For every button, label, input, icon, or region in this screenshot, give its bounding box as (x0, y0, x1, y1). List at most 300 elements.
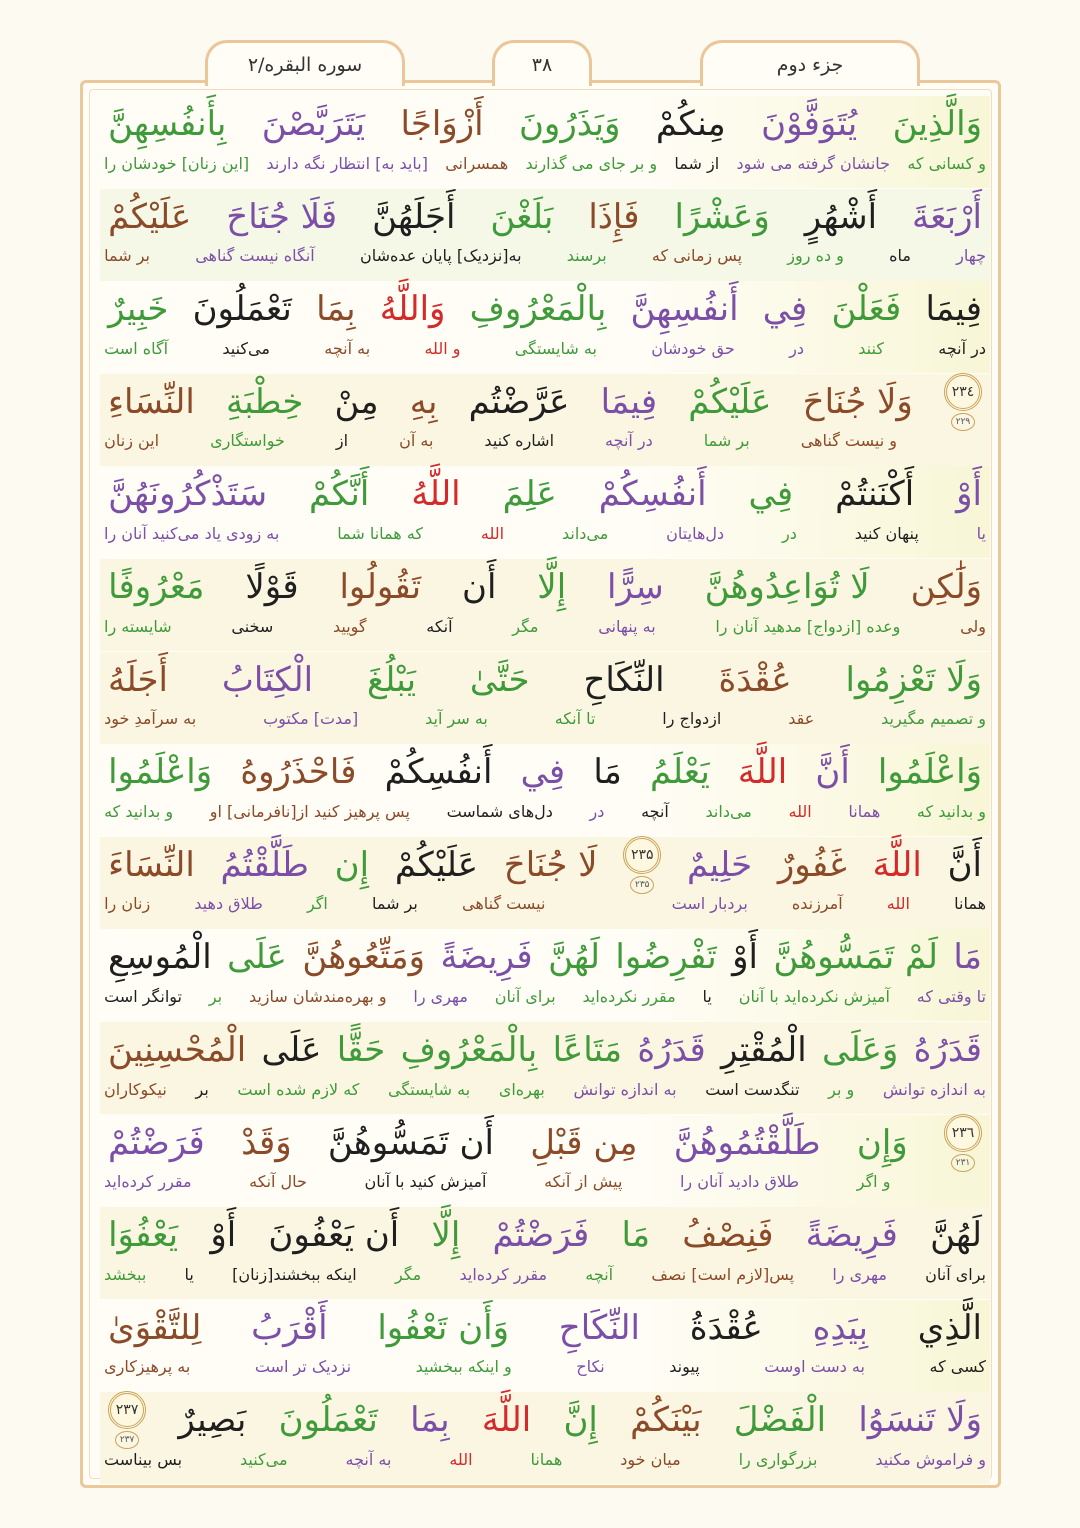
word-translation: برای آنان (494, 986, 556, 1006)
arabic-word: وَلَا تَنسَوُا (858, 1400, 982, 1441)
arabic-word: الْمُقْتِرِ (721, 1030, 807, 1070)
arabic-word: بِأَنفُسِهِنَّ (108, 104, 227, 144)
verse-row (100, 929, 990, 1021)
word-translation: به سرآمدِ خود (104, 709, 197, 729)
word-translation: بزرگواری را (738, 1449, 818, 1469)
word-translation: به سر آید (425, 709, 488, 729)
arabic-word: أَوْ (732, 937, 758, 978)
word-translation: بر (195, 1079, 209, 1099)
word-translation: بر شما (371, 894, 418, 914)
verse-row (100, 466, 990, 558)
word-translation: اشاره کنید (484, 431, 555, 451)
word-translation: کسی که (929, 1357, 986, 1377)
translation-line (100, 891, 990, 917)
arabic-word: اللَّهُ (411, 474, 461, 515)
word-translation: نکاح (576, 1357, 605, 1377)
arabic-word: النِّسَاءِ (108, 381, 195, 422)
arabic-word: فَإِذَا (588, 196, 640, 237)
ayah-sub-number: ۲۲۹ (951, 413, 975, 431)
arabic-word: أَقْرَبُ (251, 1307, 328, 1348)
arabic-word: وَعَلَى (822, 1030, 899, 1070)
ayah-number-marker (944, 1114, 982, 1172)
word-translation: یا (976, 523, 986, 543)
arabic-word: قَدَرُهُ (637, 1030, 706, 1070)
arabic-word: أَن تَمَسُّوهُنَّ (327, 1122, 494, 1163)
word-translation: ازدواج را (662, 709, 722, 729)
arabic-line (100, 1394, 990, 1446)
word-translation: الله (886, 894, 910, 914)
arabic-line (100, 191, 990, 243)
word-translation: به آنچه (345, 1449, 392, 1469)
word-translation: وعده [ازدواج] مدهید آنان را (715, 616, 901, 636)
arabic-word: مَا (621, 1215, 651, 1256)
arabic-word: فَنِصْفُ (682, 1215, 774, 1256)
arabic-word: سَتَذْكُرُونَهُنَّ (108, 474, 268, 515)
word-translation: آگاه است (104, 338, 169, 358)
arabic-word: عُقْدَةُ (689, 1307, 763, 1348)
word-translation: تا وقتی که (916, 986, 986, 1006)
word-translation: برای آنان (925, 1264, 986, 1284)
arabic-word: تَفْرِضُوا (615, 937, 717, 978)
arabic-word: عُقْدَةَ (718, 659, 792, 700)
arabic-word: الْمُحْسِنِينَ (108, 1030, 247, 1070)
word-translation: توانگر است (104, 986, 183, 1006)
word-translation: پس زمانی که (651, 246, 743, 266)
word-translation: و تصمیم مگیرید (881, 709, 986, 729)
arabic-word: إِلَّا (431, 1215, 461, 1256)
arabic-word: أَجَلَهُنَّ (372, 196, 456, 237)
word-translation: تا آنکه (554, 709, 596, 729)
arabic-word: حَلِيمٌ (686, 844, 753, 885)
translation-line (100, 706, 990, 732)
word-translation: زنان را (104, 894, 151, 914)
word-translation: به شایستگی (388, 1079, 471, 1099)
word-translation: پیش از آنکه (544, 1172, 623, 1192)
arabic-word: مِنكُمْ (655, 104, 726, 144)
word-translation: مهری را (413, 986, 468, 1006)
arabic-word: طَلَّقْتُمُوهُنَّ (673, 1122, 821, 1163)
ayah-number-marker (944, 373, 982, 431)
translation-line (100, 613, 990, 639)
word-translation: مگر (512, 616, 539, 636)
verse-row (100, 1300, 990, 1392)
arabic-word: عَلِمَ (502, 474, 557, 515)
word-translation: آنگاه نیست گناهی (195, 246, 315, 266)
arabic-word: وَأَن تَعْفُوا (377, 1307, 510, 1348)
word-translation: بر شما (104, 246, 150, 266)
arabic-word: بَلَغْنَ (490, 196, 554, 237)
arabic-word: بِيَدِهِ (812, 1307, 868, 1348)
word-translation: عقد (788, 709, 815, 729)
word-translation: نیکوکاران (104, 1079, 167, 1099)
word-translation: حق خودشان (651, 338, 735, 358)
word-translation: به زودی یاد می‌کنید آنان را (104, 523, 280, 543)
arabic-line (100, 839, 990, 891)
arabic-word: الَّذِي (917, 1307, 982, 1348)
word-translation: و بدانید که (104, 801, 174, 821)
word-translation: شایسته را (104, 616, 172, 636)
word-translation: در آنچه (938, 338, 986, 358)
word-translation: آنچه (585, 1264, 614, 1284)
translation-line (100, 428, 990, 454)
arabic-word: بَصِيرٌ (178, 1400, 247, 1441)
arabic-word: وَعَشْرًا (674, 196, 770, 237)
arabic-word: أَشْهُرٍ (804, 196, 878, 237)
arabic-word: وَاعْلَمُوا (877, 752, 982, 793)
arabic-line (100, 1209, 990, 1261)
arabic-word: عَرَّضْتُم (468, 381, 570, 422)
arabic-word: بَيْنَكُمْ (630, 1400, 702, 1441)
word-translation: طلاق دهید (194, 894, 263, 914)
ayah-number: ۲۳۵ (623, 836, 661, 874)
word-translation: و بر (828, 1079, 855, 1099)
arabic-word: إِنَّ (563, 1400, 598, 1441)
translation-line (100, 335, 990, 361)
arabic-word: خَبِيرٌ (108, 289, 169, 330)
arabic-word: حَتَّىٰ (469, 659, 530, 700)
verse-row (100, 189, 990, 281)
translation-line (100, 1261, 990, 1287)
word-translation: ولی (960, 616, 986, 636)
arabic-line (100, 1024, 990, 1076)
arabic-word: لِلتَّقْوَىٰ (108, 1307, 202, 1348)
word-translation: همانا (530, 1449, 563, 1469)
word-translation: و الله (424, 338, 461, 358)
verse-row (100, 281, 990, 373)
arabic-word: فِيمَا (925, 289, 982, 330)
arabic-word: بِالْمَعْرُوفِ (400, 1030, 538, 1070)
arabic-word: طَلَّقْتُمُ (220, 844, 309, 885)
word-translation: که لازم شده است (237, 1079, 360, 1099)
word-translation: به اندازه توانش (573, 1079, 677, 1099)
ayah-sub-number: ۲۳۱ (951, 1154, 975, 1172)
word-translation: بس بیناست (104, 1449, 183, 1469)
arabic-line (100, 468, 990, 520)
word-translation: به اندازه توانش (882, 1079, 986, 1099)
word-translation: از شما (674, 153, 720, 173)
arabic-word: فِي (762, 289, 808, 330)
arabic-line (100, 746, 990, 798)
ayah-number: ۲۳٤ (944, 373, 982, 411)
word-translation: بهره‌ای (498, 1079, 545, 1099)
ayah-sub-number: ۲۳۷ (115, 1431, 139, 1449)
word-translation: مهری را (832, 1264, 887, 1284)
arabic-word: وَيَذَرُونَ (518, 104, 621, 144)
arabic-word: فَاحْذَرُوهُ (240, 752, 357, 793)
word-translation: آمیزش کنید با آنان (364, 1172, 487, 1192)
word-translation: تنگدست است (705, 1079, 800, 1099)
arabic-word: عَلَى (261, 1030, 322, 1070)
arabic-word: تَعْمَلُونَ (278, 1400, 378, 1441)
word-translation: و نیست گناهی (800, 431, 897, 451)
word-translation: در (589, 801, 605, 821)
translation-line (100, 1446, 990, 1472)
arabic-word: عَلَى (227, 937, 287, 978)
arabic-word: وَلَٰكِن (910, 567, 982, 607)
word-translation: طلاق دادید آنان را (679, 1172, 800, 1192)
word-translation: به آنچه (324, 338, 371, 358)
word-translation: دل‌های شماست (446, 801, 553, 821)
arabic-line (100, 654, 990, 706)
word-translation: به دست اوست (764, 1357, 865, 1377)
word-translation: الله (449, 1449, 473, 1469)
arabic-word: إِن (334, 844, 370, 885)
word-translation: و کسانی که (907, 153, 986, 173)
arabic-word: وَقَدْ (241, 1122, 292, 1163)
arabic-word: اللَّهَ (481, 1400, 532, 1441)
translation-line (100, 150, 990, 176)
word-translation: می‌کنید (239, 1449, 288, 1469)
word-translation: در (782, 523, 797, 543)
word-translation: نزدیک تر است (254, 1357, 352, 1377)
word-translation: بر (208, 986, 223, 1006)
arabic-word: يُتَوَفَّوْنَ (761, 104, 858, 144)
arabic-word: أَوْ (210, 1215, 237, 1256)
arabic-word: لَهُنَّ (930, 1215, 982, 1256)
word-translation: از (335, 431, 349, 451)
arabic-word: أَنفُسِكُمْ (598, 474, 707, 515)
word-translation: به پنهانی (598, 616, 656, 636)
arabic-word: فَرَضْتُمْ (108, 1122, 205, 1163)
arabic-word: فَلَا جُنَاحَ (226, 196, 338, 237)
arabic-word: قَدَرُهُ (913, 1030, 982, 1070)
arabic-word: فَرِيضَةً (440, 937, 533, 978)
word-translation: و فراموش مکنید (875, 1449, 986, 1469)
word-translation: میان خود (620, 1449, 681, 1469)
arabic-word: أَرْبَعَةَ (912, 196, 982, 237)
arabic-word: تَعْمَلُونَ (192, 289, 292, 330)
word-translation: و بهره‌مندشان سازید (248, 986, 387, 1006)
arabic-word: أَوْ (956, 474, 982, 515)
arabic-word: غَفُورٌ (777, 844, 847, 885)
arabic-word: وَاعْلَمُوا (108, 752, 213, 793)
arabic-line (100, 98, 990, 150)
word-translation: خواستگاری (210, 431, 285, 451)
arabic-line (100, 561, 990, 613)
word-translation: چهار (956, 246, 986, 266)
verse-row (100, 652, 990, 744)
word-translation: [این زنان] خودشان را (104, 153, 250, 173)
arabic-word: فَرَضْتُمْ (492, 1215, 590, 1256)
word-translation: [مدت] مکتوب (263, 709, 359, 729)
verse-row (100, 1392, 990, 1484)
verse-row (100, 1115, 990, 1207)
arabic-word: اللَّهَ (737, 752, 788, 793)
word-translation: مگر (395, 1264, 422, 1284)
word-translation: آمیزش نکرده‌اید با آنان (738, 986, 890, 1006)
translation-line (100, 1169, 990, 1195)
arabic-word: يَبْلُغَ (366, 659, 417, 700)
arabic-word: النِّكَاحِ (558, 1307, 640, 1348)
word-translation: و بدانید که (916, 801, 986, 821)
arabic-word: وَإِن (856, 1122, 908, 1163)
word-translation: کنند (858, 338, 884, 358)
word-translation: برسند (566, 246, 607, 266)
arabic-word: أَن يَعْفُونَ (268, 1215, 400, 1256)
arabic-word: يَتَرَبَّصْنَ (261, 104, 366, 144)
translation-line (100, 1076, 990, 1102)
arabic-word: لَهُنَّ (548, 937, 600, 978)
ayah-number-marker (108, 1391, 146, 1449)
arabic-word: أَزْوَاجًا (400, 104, 484, 144)
arabic-word: بِهِ (409, 381, 438, 422)
word-translation: به[نزدیک] پایان عده‌شان (359, 246, 522, 266)
word-translation: اینکه ببخشند[زنان] (232, 1264, 357, 1284)
arabic-word: وَلَا جُنَاحَ (802, 381, 913, 422)
arabic-word: أَنفُسِكُمْ (384, 752, 493, 793)
arabic-word: أَن (461, 567, 497, 607)
translation-line (100, 983, 990, 1009)
verse-row (100, 96, 990, 188)
arabic-word: فَرِيضَةً (805, 1215, 898, 1256)
word-translation: گویید (332, 616, 367, 636)
arabic-word: النِّسَاءَ (108, 844, 195, 885)
word-translation: این زنان (104, 431, 160, 451)
arabic-word: اللَّهَ (872, 844, 922, 885)
arabic-word: فِي (520, 752, 566, 793)
verse-row (100, 1207, 990, 1299)
word-translation: و ده روز (787, 246, 844, 266)
arabic-word: يَعْلَمُ (650, 752, 710, 793)
arabic-word: لَا تُوَاعِدُوهُنَّ (704, 567, 870, 607)
arabic-word: فِي (748, 474, 794, 515)
word-translation: دل‌هایتان (666, 523, 725, 543)
word-translation: [باید به] انتظار نگه دارند (266, 153, 428, 173)
arabic-word: مَا (593, 752, 622, 793)
arabic-word: وَمَتِّعُوهُنَّ (302, 937, 426, 978)
arabic-word: مَا (953, 937, 982, 978)
arabic-line (100, 1117, 990, 1169)
word-translation: می‌داند (705, 801, 752, 821)
arabic-word: أَكْنَنتُمْ (835, 474, 915, 515)
word-translation: ببخشد (104, 1264, 147, 1284)
arabic-word: عَلَيْكُمْ (108, 196, 192, 237)
verse-row (100, 559, 990, 651)
word-translation: یا (702, 986, 712, 1006)
word-translation: مقرر کرده‌اید (459, 1264, 548, 1284)
word-translation: می‌داند (561, 523, 609, 543)
word-translation: آنچه (641, 801, 669, 821)
word-translation: در (789, 338, 804, 358)
arabic-line (100, 283, 990, 335)
verse-row (100, 837, 990, 929)
word-translation: آمرزنده (791, 894, 843, 914)
word-translation: پیوند (669, 1357, 700, 1377)
word-translation: به آن (399, 431, 434, 451)
arabic-word: بِمَا (410, 1400, 450, 1441)
surah-label: سوره البقره/۲ (205, 40, 405, 86)
word-translation: مقرر کرده‌اید (104, 1172, 192, 1192)
word-translation: مقرر نکرده‌اید (582, 986, 676, 1006)
arabic-word: عَلَيْكُمْ (394, 844, 479, 885)
verse-row (100, 744, 990, 836)
word-translation: همانا (848, 801, 881, 821)
arabic-word: لَا جُنَاحَ (503, 844, 598, 885)
arabic-word: مَتَاعًا (552, 1030, 623, 1070)
word-translation: ماه (889, 246, 911, 266)
translation-line (100, 1354, 990, 1380)
arabic-word: إِلَّا (537, 567, 567, 607)
verse-row (100, 1022, 990, 1114)
arabic-word: خِطْبَةِ (225, 381, 304, 422)
arabic-word: أَنَّكُمْ (309, 474, 370, 515)
arabic-word: عَلَيْكُمْ (688, 381, 772, 422)
arabic-word: الْفَضْلَ (733, 1400, 827, 1441)
arabic-word: مِنْ (334, 381, 379, 422)
arabic-word: سِرًّا (607, 567, 664, 607)
word-translation: یا (184, 1264, 194, 1284)
word-translation: جانشان گرفته می شود (736, 153, 891, 173)
page-number: ۳۸ (492, 40, 592, 86)
translation-line (100, 798, 990, 824)
word-translation: سخنی (231, 616, 274, 636)
arabic-word: مِن قَبْلِ (530, 1122, 638, 1163)
word-translation: نیست گناهی (461, 894, 546, 914)
arabic-word: أَنَّ (947, 844, 982, 885)
word-translation: اگر (306, 894, 328, 914)
arabic-word: وَاللَّهُ (379, 289, 446, 330)
arabic-line (100, 931, 990, 983)
word-translation: بر شما (703, 431, 750, 451)
word-translation: به پرهیزکاری (104, 1357, 191, 1377)
arabic-word: وَلَا تَعْزِمُوا (845, 659, 982, 700)
word-translation: و اینکه ببخشید (415, 1357, 512, 1377)
arabic-word: أَنفُسِهِنَّ (630, 289, 739, 330)
ayah-number: ۲۳٦ (944, 1114, 982, 1152)
word-translation: که همانا شما (337, 523, 424, 543)
arabic-word: النِّكَاحِ (583, 659, 665, 700)
translation-line (100, 520, 990, 546)
word-translation: حال آنکه (249, 1172, 307, 1192)
arabic-word: حَقًّا (336, 1030, 386, 1070)
word-translation: آنکه (426, 616, 453, 636)
word-translation: الله (480, 523, 505, 543)
word-translation: بردبار است (671, 894, 748, 914)
ayah-number: ۲۳۷ (108, 1391, 146, 1429)
word-translation: می‌کنید (222, 338, 270, 358)
arabic-word: وَالَّذِينَ (892, 104, 982, 144)
ayah-sub-number: ۲۳۵ (630, 876, 654, 894)
arabic-line (100, 376, 990, 428)
word-translation: پس[لازم است] نصف (651, 1264, 795, 1284)
arabic-word: أَنَّ (815, 752, 850, 793)
word-translation: پس پرهیز کنید از[نافرمانی] او (209, 801, 410, 821)
word-translation: پنهان کنید (854, 523, 919, 543)
arabic-word: تَقُولُوا (339, 567, 422, 607)
arabic-word: قَوْلًا (245, 567, 299, 607)
arabic-word: أَجَلَهُ (108, 659, 168, 700)
arabic-word: فِيمَا (600, 381, 658, 422)
arabic-word: مَعْرُوفًا (108, 567, 205, 607)
arabic-word: بِمَا (316, 289, 356, 330)
arabic-word: يَعْفُوَا (108, 1215, 179, 1256)
arabic-word: الْكِتَابُ (221, 659, 314, 700)
ayah-number-marker (623, 836, 661, 894)
juz-label: جزء دوم (700, 40, 920, 86)
word-translation: و اگر (856, 1172, 891, 1192)
arabic-word: فَعَلْنَ (831, 289, 902, 330)
word-translation: همانا (954, 894, 986, 914)
word-translation: و بر جای می گذارند (525, 153, 658, 173)
verse-row (100, 374, 990, 466)
word-translation: الله (788, 801, 812, 821)
word-translation: همسرانی (445, 153, 509, 173)
word-translation: در آنچه (605, 431, 653, 451)
translation-line (100, 243, 990, 269)
arabic-line (100, 1302, 990, 1354)
word-translation: به شایستگی (514, 338, 597, 358)
arabic-word: بِالْمَعْرُوفِ (469, 289, 607, 330)
